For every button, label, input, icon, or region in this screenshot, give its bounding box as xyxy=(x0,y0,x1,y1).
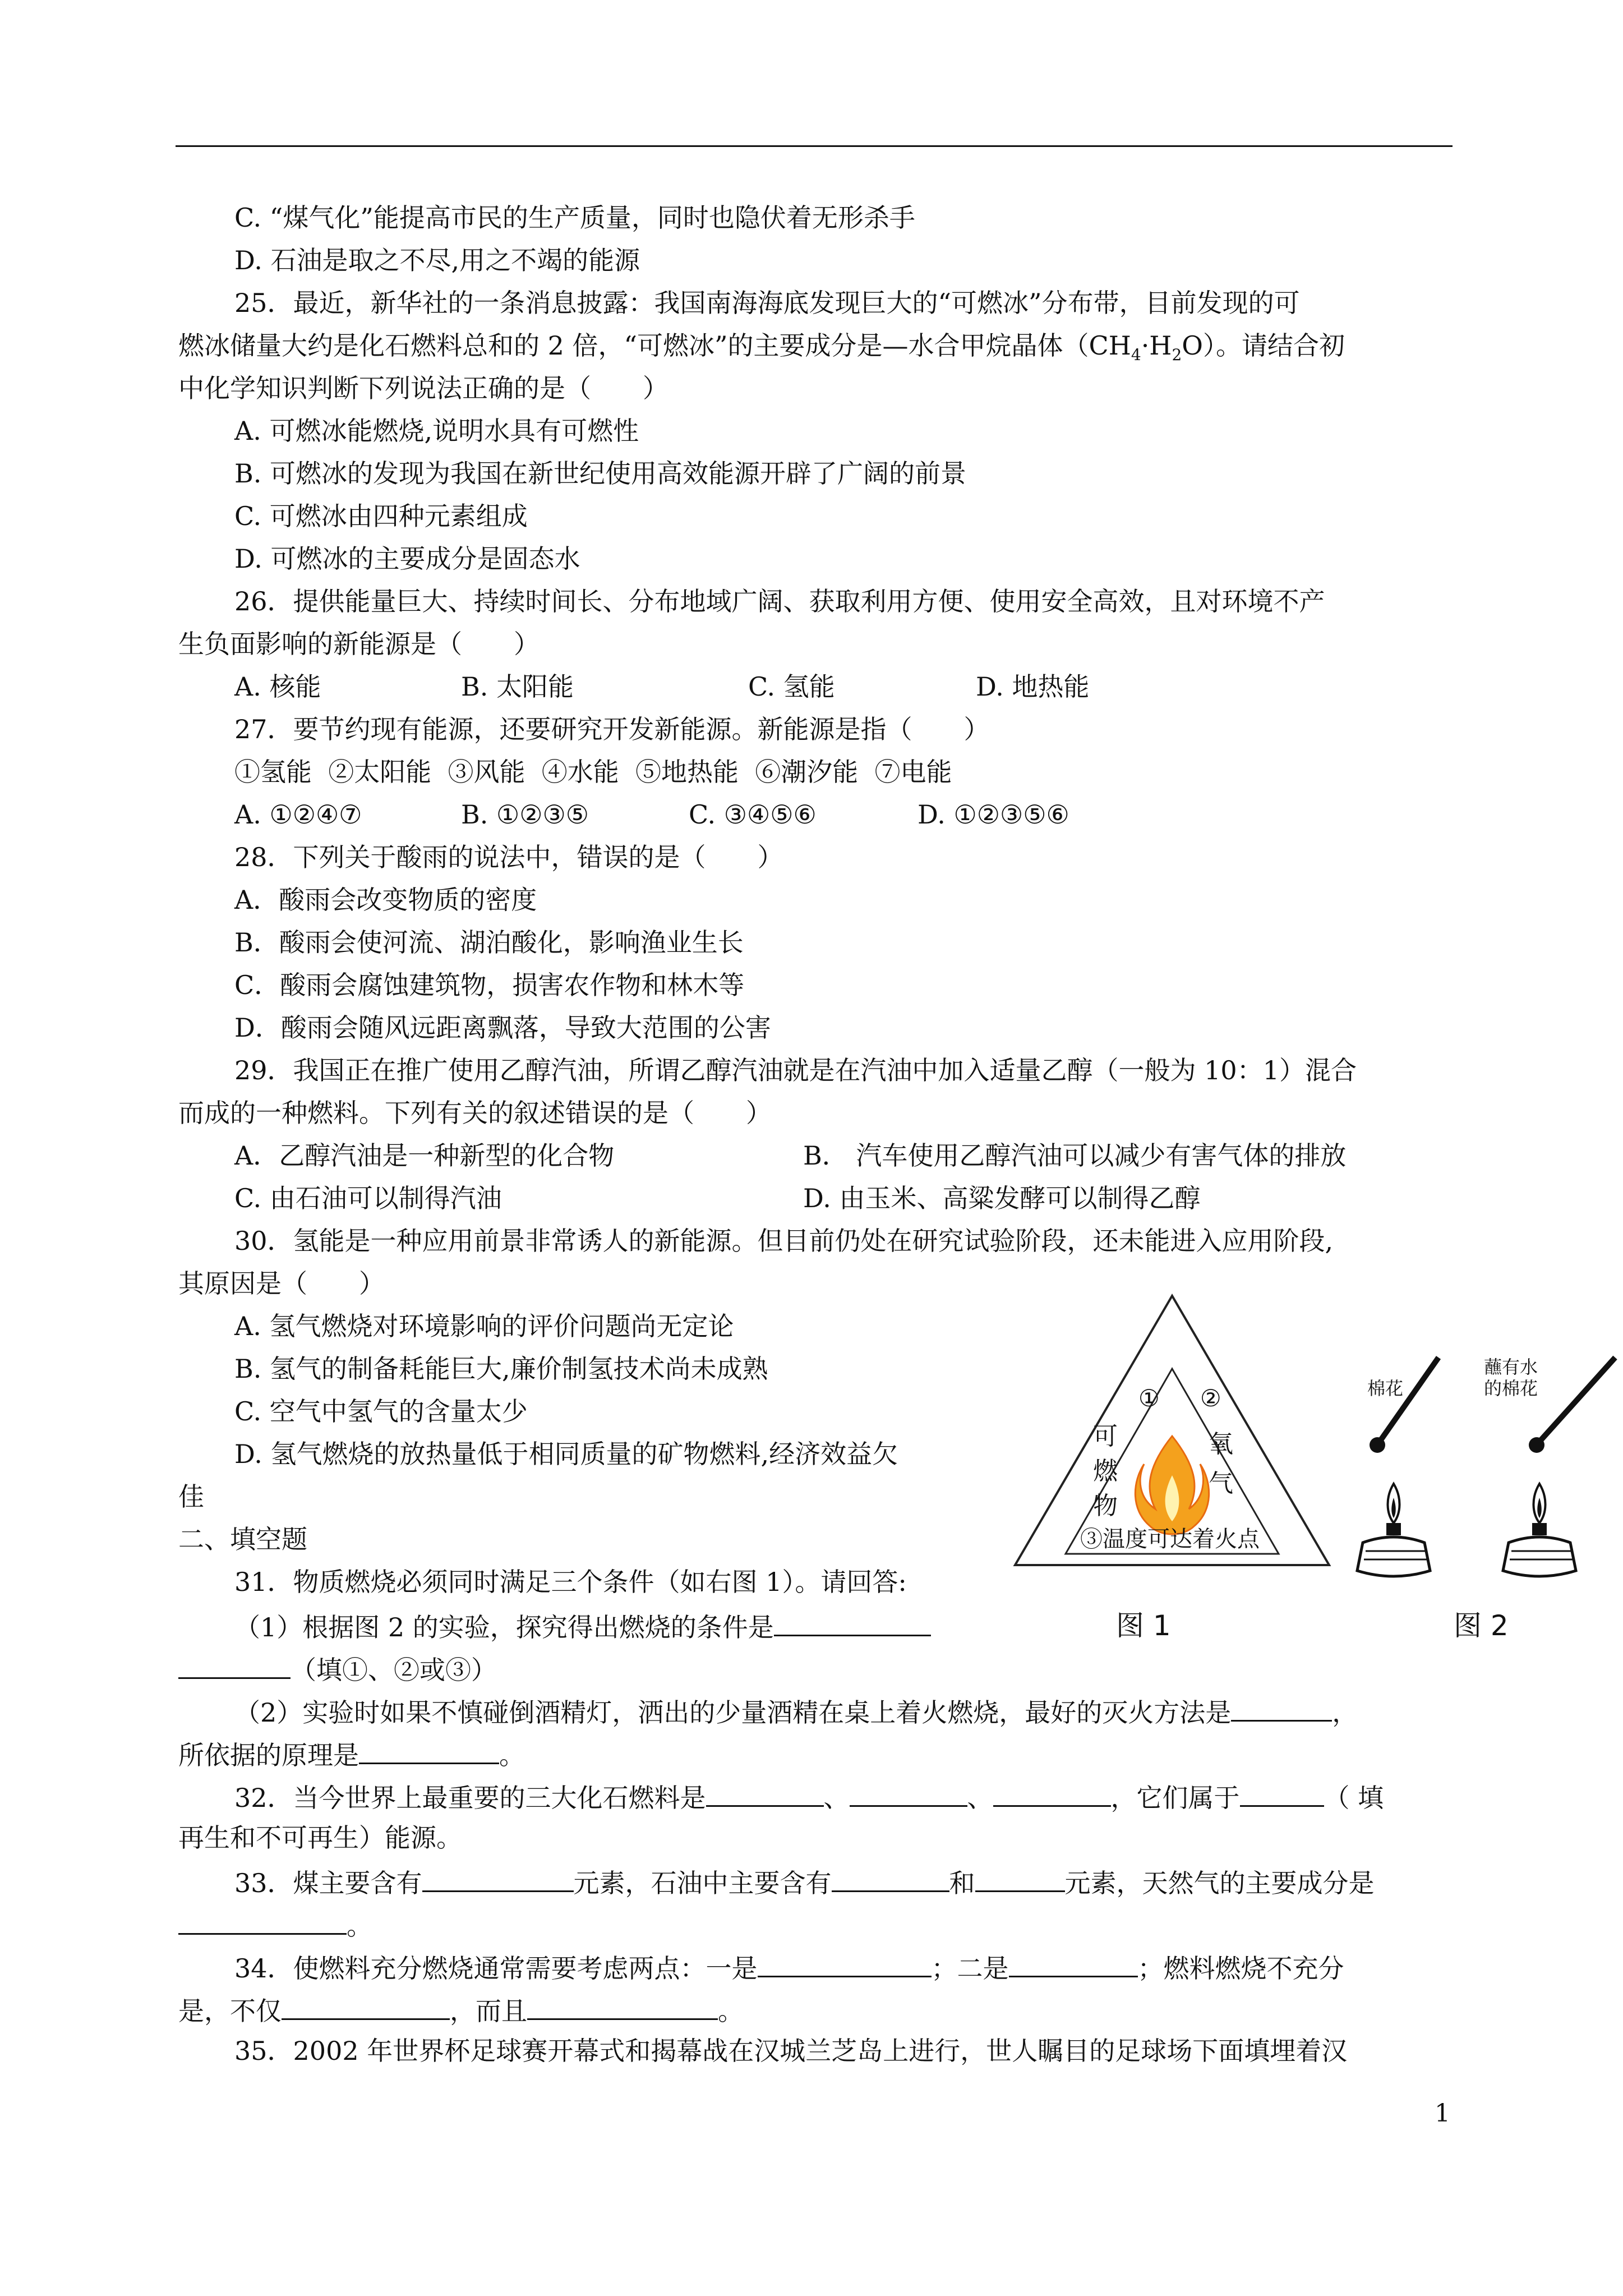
q30-option-d: D. 氢气燃烧的放热量低于相同质量的矿物燃料,经济效益欠 xyxy=(234,1439,898,1469)
q31-part1-line2: （填①、②或③） xyxy=(178,1651,497,1686)
answer-blank[interactable] xyxy=(1009,1950,1138,1977)
q29-stem-line1: 29．我国正在推广使用乙醇汽油，所谓乙醇汽油就是在汽油中加入适量乙醇（一般为 10：1）混合 xyxy=(234,1055,1357,1085)
q35-line1: 35．2002 年世界杯足球赛开幕式和揭幕战在汉城兰芝岛上进行，世人瞩目的足球场下面填埋着汉 xyxy=(234,2036,1348,2066)
q30-stem-line2: 其原因是（ ） xyxy=(178,1268,385,1299)
q28-option-b: B．酸雨会使河流、湖泊酸化，影响渔业生长 xyxy=(234,927,744,958)
q28-stem: 28．下列关于酸雨的说法中，错误的是（ ） xyxy=(234,842,783,872)
answer-blank[interactable] xyxy=(850,1779,967,1807)
q26-option-b: B. 太阳能 xyxy=(461,671,574,702)
answer-blank[interactable] xyxy=(758,1950,932,1977)
q28-option-a: A．酸雨会改变物质的密度 xyxy=(234,885,537,915)
figure-1-caption: 图 1 xyxy=(1116,1609,1171,1642)
answer-blank[interactable] xyxy=(975,1865,1065,1892)
q33-line1: 33．煤主要含有 元素，石油中主要含有 和 元素，天然气的主要成分是 xyxy=(234,1865,1375,1899)
figure-1-label-1: ① xyxy=(1138,1384,1160,1412)
q26-option-a: A. 核能 xyxy=(234,671,321,702)
q28-option-d: D．酸雨会随风远距离飘落，导致大范围的公害 xyxy=(234,1013,771,1043)
q31-part2-line2: 所依据的原理是 。 xyxy=(178,1737,525,1771)
flame-icon xyxy=(1135,1436,1209,1534)
q29-option-a: A．乙醇汽油是一种新型的化合物 xyxy=(234,1140,615,1171)
answer-blank[interactable] xyxy=(178,1651,291,1679)
answer-blank[interactable] xyxy=(282,1993,450,2020)
q25-option-c: C. 可燃冰由四种元素组成 xyxy=(234,501,528,531)
q29-stem-line2: 而成的一种燃料。下列有关的叙述错误的是（ ） xyxy=(178,1098,772,1128)
q26-stem-line1: 26．提供能量巨大、持续时间长、分布地域广阔、获取利用方便、使用安全高效，且对环境不产 xyxy=(234,586,1325,616)
answer-blank[interactable] xyxy=(1231,1694,1332,1722)
figure-1-label-3: ③温度可达着火点 xyxy=(1080,1526,1260,1552)
q27-stem: 27．要节约现有能源，还要研究开发新能源。新能源是指（ ） xyxy=(234,714,990,744)
answer-blank[interactable] xyxy=(1240,1779,1324,1807)
q31-part2-line1: （2）实验时如果不慎碰倒酒精灯，洒出的少量酒精在桌上着火燃烧，最好的灭火方法是 ， xyxy=(234,1694,1358,1728)
header-rule xyxy=(176,145,1453,147)
q34-line1: 34．使燃料充分燃烧通常需要考虑两点：一是 ；二是 ；燃料燃烧不充分 xyxy=(234,1950,1344,1984)
q34-line2: 是，不仅 ，而且 。 xyxy=(178,1993,744,2027)
q30-option-d-cont: 佳 xyxy=(178,1481,204,1512)
q26-stem-line2: 生负面影响的新能源是（ ） xyxy=(178,629,540,659)
q30-option-c: C. 空气中氢气的含量太少 xyxy=(234,1396,528,1427)
answer-blank[interactable] xyxy=(706,1779,824,1807)
answer-blank[interactable] xyxy=(774,1609,931,1636)
figure-2-caption: 图 2 xyxy=(1454,1609,1509,1642)
q28-option-c: C．酸雨会腐蚀建筑物，损害农作物和林木等 xyxy=(234,970,745,1000)
q32-line1: 32．当今世界上最重要的三大化石燃料是 、 、 ，它们属于 （ 填 xyxy=(234,1779,1384,1814)
q27-option-a: A. ①②④⑦ xyxy=(234,799,362,830)
q29-option-d: D. 由玉米、高粱发酵可以制得乙醇 xyxy=(803,1183,1201,1213)
q30-stem-line1: 30．氢能是一种应用前景非常诱人的新能源。但目前仍处在研究试验阶段，还未能进入应用阶段, xyxy=(234,1226,1334,1256)
q25-option-a: A. 可燃冰能燃烧,说明水具有可燃性 xyxy=(234,416,639,446)
figure-2-right-label: 蘸有水 的棉花 xyxy=(1484,1356,1538,1399)
q30-option-a: A. 氢气燃烧对环境影响的评价问题尚无定论 xyxy=(234,1311,734,1341)
q31-part1-line1: （1）根据图 2 的实验，探究得出燃烧的条件是 xyxy=(234,1609,931,1643)
q29-option-c: C. 由石油可以制得汽油 xyxy=(234,1183,502,1213)
q33-line2: 。 xyxy=(178,1907,372,1941)
q27-option-c: C. ③④⑤⑥ xyxy=(689,799,817,830)
q24-option-c: C. “煤气化”能提高市民的生产质量，同时也隐伏着无形杀手 xyxy=(234,203,915,233)
answer-blank[interactable] xyxy=(527,1993,718,2020)
section-title-fill-in: 二、填空题 xyxy=(178,1524,307,1554)
q24-option-d: D. 石油是取之不尽,用之不竭的能源 xyxy=(234,245,640,275)
q30-option-b: B. 氢气的制备耗能巨大,廉价制氢技术尚未成熟 xyxy=(234,1354,768,1384)
page-number: 1 xyxy=(1435,2099,1450,2128)
q26-option-c: C. 氢能 xyxy=(748,671,835,702)
answer-blank[interactable] xyxy=(178,1907,347,1935)
figure-1-label-2-text: 氧 气 xyxy=(1209,1430,1233,1498)
q25-option-b: B. 可燃冰的发现为我国在新世纪使用高效能源开辟了广阔的前景 xyxy=(234,458,967,489)
q27-option-b: B. ①②③⑤ xyxy=(461,799,589,830)
q27-option-d: D. ①②③⑤⑥ xyxy=(917,799,1069,830)
q25-option-d: D. 可燃冰的主要成分是固态水 xyxy=(234,544,580,574)
q32-line2: 再生和不可再生）能源。 xyxy=(178,1823,462,1853)
figure-1-label-1-text: 可 燃 物 xyxy=(1093,1422,1118,1520)
answer-blank[interactable] xyxy=(422,1865,574,1892)
q25-stem-line3: 中化学知识判断下列说法正确的是（ ） xyxy=(178,373,668,403)
q26-option-d: D. 地热能 xyxy=(976,671,1090,702)
answer-blank[interactable] xyxy=(359,1737,499,1764)
figure-2-left-label: 棉花 xyxy=(1367,1378,1404,1399)
answer-blank[interactable] xyxy=(993,1779,1111,1807)
q27-choices: ①氢能 ②太阳能 ③风能 ④水能 ⑤地热能 ⑥潮汐能 ⑦电能 xyxy=(234,757,952,787)
answer-blank[interactable] xyxy=(832,1865,949,1892)
figure-1-label-2: ② xyxy=(1200,1384,1221,1412)
q25-stem-line1: 25．最近，新华社的一条消息披露：我国南海海底发现巨大的“可燃冰”分布带，目前发现的可 xyxy=(234,288,1300,318)
q31-stem: 31．物质燃烧必须同时满足三个条件（如右图 1）。请回答: xyxy=(234,1567,907,1597)
q29-option-b: B． 汽车使用乙醇汽油可以减少有害气体的排放 xyxy=(803,1140,1347,1171)
q25-stem-line2: 燃冰储量大约是化石燃料总和的 2 倍，“可燃冰”的主要成分是—水合甲烷晶体$(CH_4\cdot H_2O)$。请结合初 xyxy=(178,330,1345,365)
